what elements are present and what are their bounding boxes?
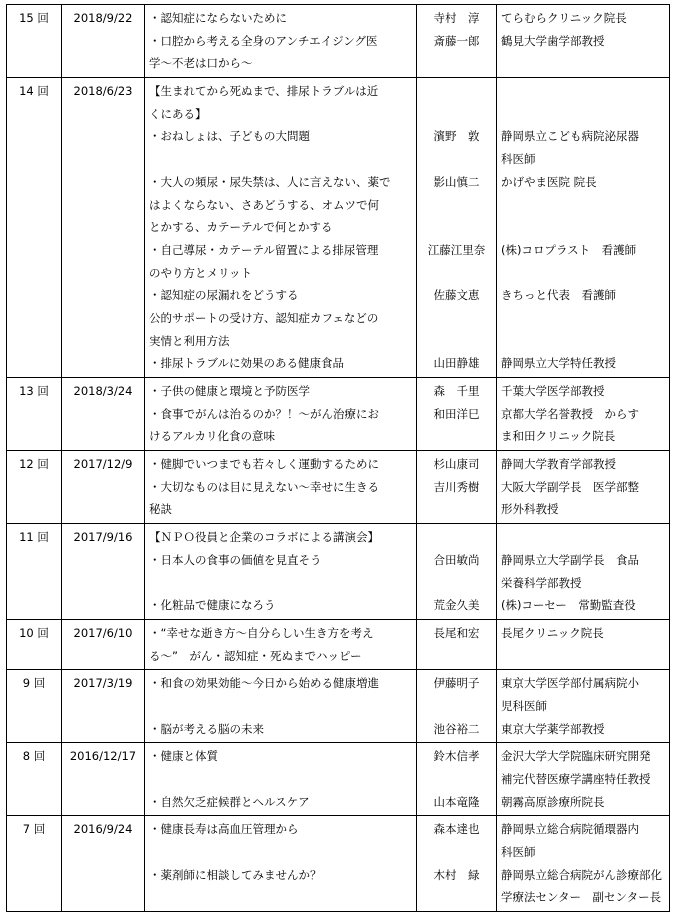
lecture-speakers [417,524,497,620]
speaker-affiliations-line: ま和田クリニック院長 [501,429,616,444]
speaker-affiliations-line: 鶴見大学歯学部教授 [501,33,605,48]
session-number: 15 回 [7,5,62,78]
speaker-affiliations [497,451,670,524]
session-number: 12 回 [7,451,62,524]
lecture-speakers-line [421,307,492,330]
lecture-topics-line: くにある】 [149,106,207,121]
lecture-speakers-line: 寺村 淳 [433,11,480,25]
lecture-topics-line: ・口腔から考える全身のアンチエイジング医 [149,33,378,48]
lecture-topics-line: ・和食の効果効能～今日から始める健康増進 [149,676,379,691]
speaker-affiliations-line: (株)コーセー 常勤監査役 [501,598,636,613]
lecture-topics-line: ・大切なものは目に見えない～幸せに生きる [149,479,379,494]
speaker-affiliations [497,5,670,78]
lecture-topics [145,619,417,669]
session-date: 2018/3/24 [62,378,145,451]
lecture-topics-line: ・おねしょは、子どもの大問題 [149,129,310,144]
lecture-speakers [417,451,497,524]
lecture-speakers-line: 鈴木信孝 [433,749,480,764]
lecture-speakers-line [421,841,492,864]
lecture-topics-line: る～” がん・認知症・死ぬまでハッピー [149,648,362,663]
lecture-speakers-line: 伊藤明子 [433,676,480,691]
speaker-affiliations-line: 千葉大学医学部教授 [501,384,605,398]
session-date: 2016/12/17 [62,743,145,816]
lecture-speakers-line: 木村 緑 [433,867,480,882]
speaker-affiliations-line: かげやま医院 院長 [501,174,597,189]
speaker-affiliations [497,378,670,451]
table-row [7,670,670,743]
session-number: 8 回 [7,743,62,816]
lecture-speakers [417,670,497,743]
speaker-affiliations-line [501,307,665,330]
lecture-topics [145,451,417,524]
lecture-topics-line: 学～不老は口から～ [149,56,253,71]
lecture-topics-line: ・大人の頻尿・尿失禁は、人に言えない、薬で [149,174,391,189]
speaker-affiliations [497,78,670,378]
lecture-topics-line [149,768,412,791]
lecture-topics-line: ・健脚でいつまでも若々しく運動するために [149,457,379,472]
speaker-affiliations-line: 大阪大学副学長 医学部整 [501,479,639,494]
speaker-affiliations-line [501,645,665,668]
session-date: 2017/12/9 [62,451,145,524]
lecture-speakers-line [421,103,492,126]
lecture-topics [145,816,417,912]
lecture-topics-line: ・“幸せな逝き方～自分らしい生き方を考え [149,625,374,640]
speaker-affiliations-line: 学療法センター 副センター長 [501,890,662,905]
speaker-affiliations-line [501,52,665,75]
lecture-topics-line: ・健康長寿は高血圧管理から [149,822,299,837]
lecture-speakers [417,378,497,451]
lecture-speakers-line: 森 千里 [433,384,480,398]
speaker-affiliations [497,670,670,743]
lecture-topics [145,378,417,451]
speaker-affiliations-line: 金沢大学大学院臨床研究開発 [501,749,651,764]
speaker-affiliations-line [501,526,665,549]
session-date: 2017/3/19 [62,670,145,743]
lecture-speakers-line [421,572,492,595]
table-row [7,743,670,816]
lecture-topics-line [149,572,412,595]
speaker-affiliations-line: 静岡県立大学特任教授 [501,356,616,371]
lecture-topics-line: とかする、カテーテルで何とかする [149,220,333,235]
speaker-affiliations-line: 静岡県立総合病院循環器内 [501,822,639,837]
session-date: 2018/9/22 [62,5,145,78]
lecture-speakers-line [421,886,492,909]
lecture-speakers-line: 荒金久美 [433,598,480,613]
lecture-topics-line: はよくならない、さあどうする、オムツで何 [149,197,379,212]
table-row [7,5,670,78]
lecture-speakers-line [421,526,492,549]
session-date: 2018/6/23 [62,78,145,378]
speaker-affiliations-line [501,103,665,126]
speaker-affiliations-line: 京都大学名誉教授 からす [501,406,639,421]
speaker-affiliations-line: (株)コロプラスト 看護師 [501,242,637,257]
speaker-affiliations [497,524,670,620]
session-number: 14 回 [7,78,62,378]
lecture-topics-line [149,148,412,171]
lecture-speakers-line [421,80,492,103]
lecture-topics-line: のやり方とメリット [149,265,253,280]
lecture-speakers-line [421,148,492,171]
lecture-speakers-line: 和田洋巳 [433,406,480,421]
speaker-affiliations-line: 科医師 [501,845,536,860]
lecture-speakers-line: 池谷裕二 [433,721,480,736]
lecture-speakers-line: 濱野 敦 [433,129,480,144]
speaker-affiliations-line: 朝霧高原診療所院長 [501,794,605,809]
lecture-speakers-line: 影山慎二 [433,174,480,189]
lecture-speakers-line: 山本竜隆 [433,794,480,809]
speaker-affiliations [497,619,670,669]
session-number: 9 回 [7,670,62,743]
lecture-topics-line: 公的サポートの受け方、認知症カフェなどの [149,310,379,325]
lecture-speakers [417,619,497,669]
table-row [7,451,670,524]
lecture-topics [145,78,417,378]
table-row [7,619,670,669]
lecture-speakers [417,78,497,378]
speaker-affiliations-line: 形外科教授 [501,502,559,517]
lecture-history-table [6,4,670,912]
session-number: 11 回 [7,524,62,620]
speaker-affiliations-line: 補完代替医療学講座特任教授 [501,772,651,786]
lecture-speakers-line: 森本達也 [433,822,480,837]
lecture-topics-line: 秘訣 [149,502,172,517]
lecture-topics-line: 実情と利用方法 [149,333,230,348]
lecture-topics-line: ・脳が考える脳の未来 [149,721,264,736]
lecture-speakers-line: 佐藤文恵 [433,288,480,303]
table-row [7,378,670,451]
lecture-topics-line: けるアルカリ化食の意味 [149,429,276,444]
table-row [7,78,670,378]
speaker-affiliations-line: 東京大学医学部付属病院小 [501,676,639,691]
lecture-topics-line: ・健康と体質 [149,749,218,764]
lecture-speakers-line: 山田静雄 [433,356,480,371]
lecture-topics-line: ・薬剤師に相談してみませんか？ [149,867,322,882]
lecture-speakers-line: 吉川秀樹 [433,479,480,494]
lecture-topics-line: ・排尿トラブルに効果のある健康食品 [149,356,345,371]
speaker-affiliations-line [501,194,665,217]
speaker-affiliations-line: 静岡大学教育学部教授 [501,457,616,472]
lecture-topics-line: ・認知症にならないために [149,11,287,25]
lecture-topics-line: ・食事でがんは治るのか？！～がん治療にお [149,406,379,421]
speaker-affiliations-line: 長尾クリニック院長 [501,625,604,640]
lecture-speakers-line [421,52,492,75]
speaker-affiliations-line: 科医師 [501,152,536,167]
session-date: 2016/9/24 [62,816,145,912]
lecture-topics-line: ・日本人の食事の価値を見直そう [149,552,322,567]
table-row [7,816,670,912]
speaker-affiliations-line: 静岡県立総合病院がん診療部化 [501,867,662,882]
lecture-speakers-line [421,498,492,521]
lecture-speakers-line: 斎藤一郎 [433,33,480,48]
lecture-topics-line [149,886,412,909]
lecture-topics-line: ・認知症の尿漏れをどうする [149,288,299,303]
speaker-affiliations-line: 栄養科学部教授 [501,575,582,590]
lecture-speakers-line [421,216,492,239]
lecture-speakers-line: 長尾和宏 [433,625,480,640]
lecture-topics-line [149,841,412,864]
table-row [7,524,670,620]
lecture-topics-line [149,695,412,718]
session-number: 10 回 [7,619,62,669]
lecture-topics-line: ・自己導尿・カテーテル留置による排尿管理 [149,242,379,257]
lecture-speakers-line [421,695,492,718]
speaker-affiliations-line: 児科医師 [501,698,547,713]
lecture-topics-line: 【ＮＰＯ役員と企業のコラボによる講演会】 [149,530,379,545]
lecture-speakers-line [421,262,492,285]
lecture-speakers [417,5,497,78]
lecture-topics [145,524,417,620]
speaker-affiliations [497,816,670,912]
lecture-speakers-line: 合田敏尚 [433,552,480,567]
speaker-affiliations-line [501,216,665,239]
lecture-speakers [417,816,497,912]
lecture-speakers-line: 杉山康司 [433,457,480,472]
lecture-topics-line: ・子供の健康と環境と予防医学 [149,384,310,398]
lecture-topics [145,743,417,816]
lecture-speakers-line [421,645,492,668]
speaker-affiliations-line: 東京大学薬学部教授 [501,721,605,736]
speaker-affiliations-line: 静岡県立こども病院泌尿器 [501,129,639,144]
speaker-affiliations-line [501,262,665,285]
lecture-speakers-line [421,768,492,791]
lecture-speakers [417,743,497,816]
lecture-speakers-line [421,330,492,353]
lecture-topics [145,5,417,78]
lecture-topics-line: ・自然欠乏症候群とヘルスケア [149,794,310,809]
lecture-topics-line: ・化粧品で健康になろう [149,598,276,613]
lecture-speakers-line [421,194,492,217]
speaker-affiliations-line: 静岡県立大学副学長 食品 [501,552,639,567]
speaker-affiliations-line [501,330,665,353]
session-date: 2017/6/10 [62,619,145,669]
session-date: 2017/9/16 [62,524,145,620]
speaker-affiliations-line: てらむらクリニック院長 [501,11,627,25]
speaker-affiliations [497,743,670,816]
lecture-speakers-line [421,425,492,448]
lecture-topics-line: 【生まれてから死ぬまで、排尿トラブルは近 [149,84,379,99]
lecture-table-body [7,5,670,912]
speaker-affiliations-line [501,80,665,103]
lecture-speakers-line: 江藤江里奈 [427,242,486,257]
session-number: 13 回 [7,378,62,451]
lecture-topics [145,670,417,743]
speaker-affiliations-line: きちっと代表 看護師 [501,288,616,303]
session-number: 7 回 [7,816,62,912]
